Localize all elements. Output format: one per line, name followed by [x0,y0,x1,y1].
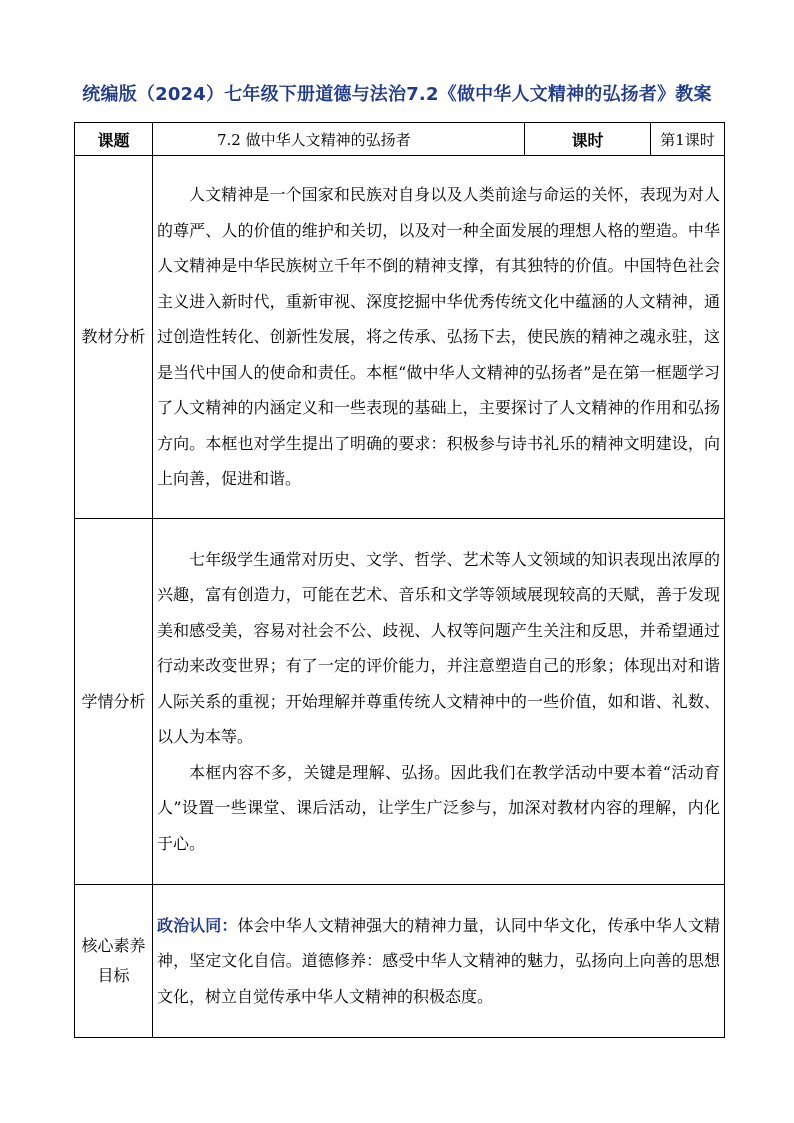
student-analysis-label: 学情分析 [75,519,153,885]
core-literacy-label-line1: 核心素养 [81,936,146,955]
lesson-plan-table [74,122,725,1038]
student-analysis-content [153,519,725,885]
document-title: 统编版（2024）七年级下册道德与法治7.2《做中华人文精神的弘扬者》教案 [82,84,712,105]
core-literacy-label-line2: 目标 [97,966,130,985]
topic-label: 课题 [75,123,153,156]
topic-value: 7.2 做中华人文精神的弘扬者 [153,123,525,156]
core-literacy-text: 体会中华人文精神强大的精神力量，认同中华文化，传承中华人文精神，坚定文化自信。道德修养：感受中华人文精神的魅力，弘扬向上向善的思想文化，树立自觉传承中华人文精神的积极态度。 [157,915,720,1006]
material-analysis-row [75,156,725,519]
core-literacy-label [75,885,153,1038]
material-analysis-label: 教材分析 [75,156,153,519]
core-literacy-content [153,885,725,1038]
header-row [75,123,725,156]
material-analysis-content [153,156,725,519]
student-analysis-row [75,519,725,885]
period-label: 课时 [525,123,651,156]
political-identity-lead: 政治认同： [157,915,238,935]
core-literacy-row [75,885,725,1038]
core-literacy-paragraph [157,908,720,1015]
student-analysis-para1: 七年级学生通常对历史、文学、哲学、艺术等人文领域的知识表现出浓厚的兴趣，富有创造力，可能在艺术、音乐和文学等领域展现较高的天赋，善于发现美和感受美，容易对社会不公、歧视、人权等问题产生关注和反思，并希望通过行动来改变世界；有了一定的评价能力，并注意塑造自己的形象；体现出对和谐人际关系的重视；开始理解并尊重传统人文精神中的一些价值，如和谐、礼数、以人为本等。 [157,549,720,747]
student-analysis-para2: 本框内容不多，关键是理解、弘扬。因此我们在教学活动中要本着“活动育人”设置一些课堂、课后活动，让学生广泛参与，加深对教材内容的理解，内化于心。 [157,762,720,853]
material-analysis-text: 人文精神是一个国家和民族对自身以及人类前途与命运的关怀，表现为对人的尊严、人的价值的维护和关切，以及对一种全面发展的理想人格的塑造。中华人文精神是中华民族树立千年不倒的精神支撑，有其独特的价值。中国特色社会主义进入新时代，重新审视、深度挖掘中华优秀传统文化中蕴涵的人文精神，通过创造性转化、创新性发展，将之传承、弘扬下去，使民族的精神之魂永驻，这是当代中国人的使命和责任。本框“做中华人文精神的弘扬者”是在第一框题学习了人文精神的内涵定义和一些表现的基础上，主要探讨了人文精神的作用和弘扬方向。本框也对学生提出了明确的要求：积极参与诗书礼乐的精神文明建设，向上向善，促进和谐。 [157,185,720,489]
period-value: 第1课时 [651,123,725,156]
